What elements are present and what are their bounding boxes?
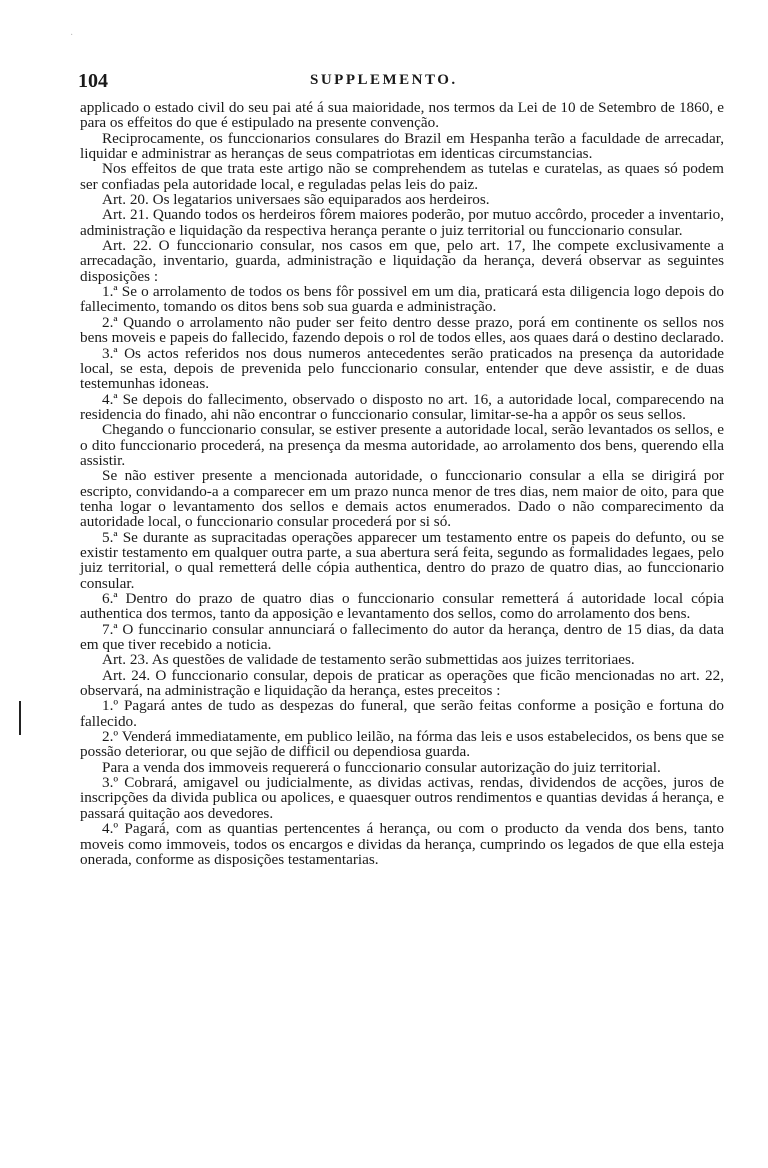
provision-3: 3.ª Os actos referidos nos dous numeros antecedentes serão praticados na presença da autoridade local, se esta, depois de prevenida pelo funccionario consular, entender que deve assistir, e de duas testemunhas idoneas. (80, 344, 724, 393)
article-24: Art. 24. O funccionario consular, depois de praticar as operações que ficão mencionadas no art. 22, observará, na administração e liquidação da herança, estes preceitos : (80, 666, 724, 700)
paragraph: Nos effeitos de que trata este artigo não se comprehendem as tutelas e curatelas, as quaes só podem ser confiadas pela autoridade local, e reguladas pelas leis do paiz. (80, 160, 724, 193)
precept-2: 2.º Venderá immediatamente, em publico leilão, na fórma das leis e usos estabelecidos, os bens que se possão deteriorar, ou que sejão de difficil ou dependiosa guarda. (80, 728, 724, 761)
provision-6: 6.ª Dentro do prazo de quatro dias o funccionario consular remetterá á autoridade local cópia authentica dos termos, tanto da apposição e levantamento dos sellos, como do arrolamento dos bens. (80, 590, 724, 623)
provision-5: 5.ª Se durante as supracitadas operações apparecer um testamento entre os papeis do defunto, ou se existir testamento em qualquer outra parte, a sua abertura será feita, segundo as formalidades legaes, pelo juiz territorial, o qual remetterá delle cópia authentica, dentro do prazo de quatro dias, ao funccionario consular. (80, 528, 724, 592)
paragraph: Reciprocamente, os funccionarios consulares do Brazil em Hespanha terão a faculdade de arrecadar, liquidar e administrar as heranças de seus compatriotas em identicas circumstancias. (80, 129, 724, 163)
paragraph: applicado o estado civil do seu pai até á sua maioridade, nos termos da Lei de 10 de Setembro de 1860, e para os effeitos do que é estipulado na presente convenção. (80, 99, 724, 132)
margin-mark (19, 701, 21, 735)
precept-1: 1.º Pagará antes de tudo as despezas do funeral, que serão feitas conforme a posição e fortuna do fallecido. (80, 697, 724, 730)
provision-7: 7.ª O funccinario consular annunciará o fallecimento do autor da herança, dentro de 15 dias, da data em que tiver recebido a noticia. (80, 620, 724, 654)
page-speck: · (70, 30, 74, 41)
page-body (80, 72, 724, 867)
page-header (80, 72, 724, 94)
article-20: Art. 20. Os legatarios universaes são equiparados aos herdeiros. (102, 191, 490, 209)
paragraph: Se não estiver presente a mencionada autoridade, o funccionario consular a ella se dirigirá por escripto, convidando-a a comparecer em um prazo nunca menor de tres dias, nem maior de oito, para que tenha logar o levantamento dos sellos e demais actos enumerados. Dado o não comparecimento da autoridade local, o funccionario consular procederá por si só. (80, 467, 724, 531)
provision-2: 2.ª Quando o arrolamento não puder ser feito dentro desse prazo, porá em continente os sellos nos bens moveis e papeis do fallecido, fazendo depois o rol de todos elles, aos quaes dará o destino declarado. (80, 313, 725, 347)
precept-3: 3.º Cobrará, amigavel ou judicialmente, as dividas activas, rendas, dividendos de acções, juros de inscripções da divida publica ou apolices, e quaesquer outros rendimentos e quantias devidas á herança, e passará quitação aos devedores. (80, 774, 724, 822)
body-text (80, 100, 724, 867)
paragraph: Para a venda dos immoveis requererá o funccionario consular autorização do juiz territorial. (102, 758, 661, 776)
page-number: 104 (78, 70, 108, 92)
article-21: Art. 21. Quando todos os herdeiros fôrem maiores poderão, por mutuo accôrdo, proceder a inventario, administração e liquidação da respectiva herança perante o juiz territorial ou funccionario consular. (80, 206, 724, 239)
precept-4: 4.º Pagará, com as quantias pertencentes á herança, ou com o producto da venda dos bens, tanto moveis como immoveis, todos os encargos e dividas da herança, cumprindo os legados de que ella esteja onerada, conforme as disposições testamentarias. (80, 820, 724, 868)
article-22: Art. 22. O funccionario consular, nos casos em que, pelo art. 17, lhe compete exclusivamente a arrecadação, inventario, guarda, administração e liquidação da herança, deverá observar as seguintes disposições : (80, 237, 724, 285)
running-head: SUPPLEMENTO. (310, 72, 458, 88)
provision-4: 4.ª Se depois do fallecimento, observado o disposto no art. 16, a autoridade local, comparecendo na residencia do finado, ahi não encontrar o funccionario consular, limitar-se-ha a appôr os seus sellos. (80, 390, 724, 423)
article-23: Art. 23. As questões de validade de testamento serão submettidas aos juizes territoriaes. (102, 651, 635, 669)
paragraph: Chegando o funccionario consular, se estiver presente a autoridade local, serão levantados os sellos, e o dito funccionario procederá, na presença da mesma autoridade, ao arrolamento dos bens, querendo ella assistir. (80, 421, 724, 469)
provision-1: 1.ª Se o arrolamento de todos os bens fôr possivel em um dia, praticará esta diligencia logo depois do fallecimento, tomando os ditos bens sob sua guarda e administração. (80, 283, 724, 316)
